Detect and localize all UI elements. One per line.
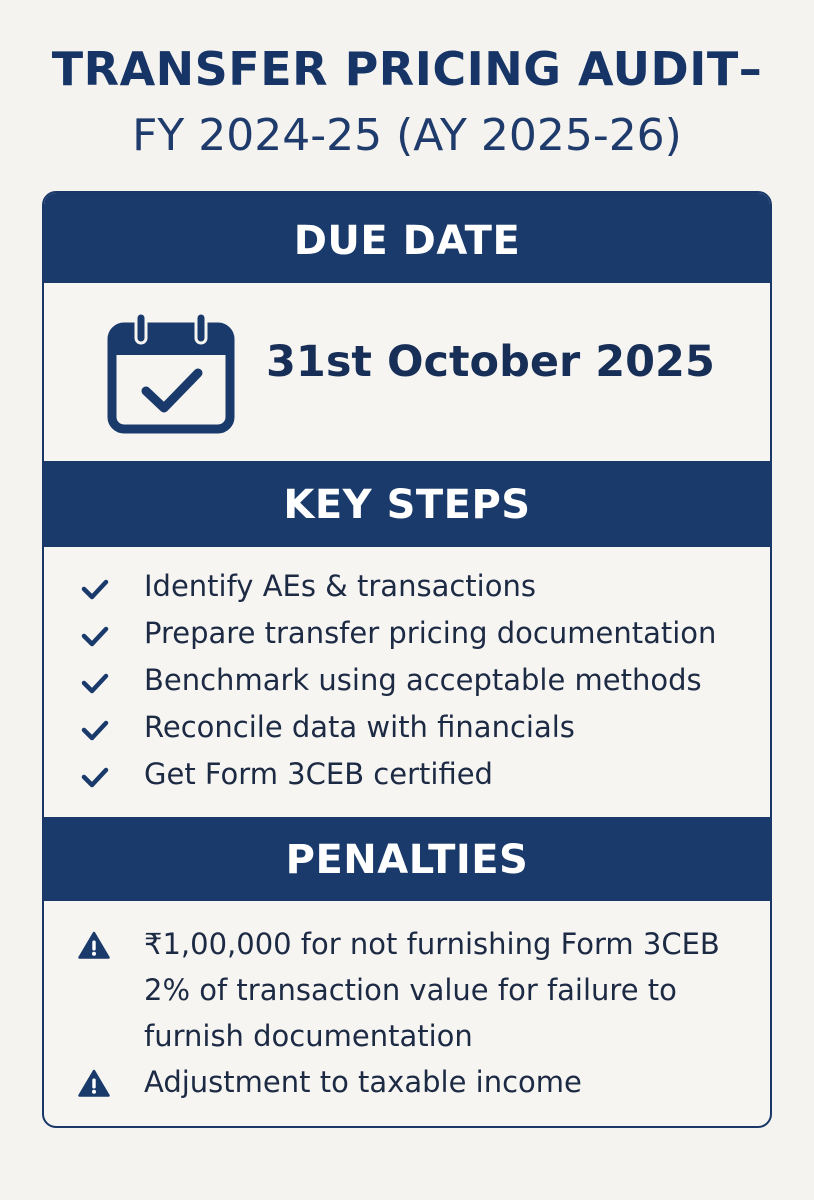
key-step-item [44,753,770,800]
checkmark-icon [80,624,110,648]
warning-icon [78,931,110,959]
penalty-text-line: ₹1,00,000 for not furnishing Form 3CEB [144,927,720,961]
key-step-text: Identify AEs & transactions [144,569,536,603]
key-step-text: Benchmark using acceptable methods [144,663,702,697]
penalty-item [44,921,770,1059]
key-step-item [44,659,770,706]
page-title: TRANSFER PRICING AUDIT– [51,42,763,96]
key-steps-list [44,565,770,800]
calendar-check-icon [106,311,236,436]
penalty-text-line: 2% of transaction value for failure to [144,973,677,1007]
key-steps-heading: KEY STEPS [44,461,770,547]
info-card [42,191,772,1128]
key-step-item [44,706,770,753]
key-step-item [44,565,770,612]
checkmark-icon [80,577,110,601]
checkmark-icon [80,671,110,695]
due-date-heading: DUE DATE [44,193,770,283]
key-step-text: Prepare transfer pricing documentation [144,616,717,650]
penalties-heading: PENALTIES [44,817,770,901]
key-step-text: Reconcile data with financials [144,710,575,744]
penalty-text-line: Adjustment to taxable income [144,1065,582,1099]
key-step-text: Get Form 3CEB certified [144,757,493,791]
key-step-item [44,612,770,659]
penalty-item [44,1059,770,1105]
warning-icon [78,1069,110,1097]
due-date-value: 31st October 2025 [266,337,715,387]
checkmark-icon [80,718,110,742]
penalties-list [44,921,770,1105]
checkmark-icon [80,765,110,789]
page-subtitle: FY 2024-25 (AY 2025-26) [132,110,682,161]
penalty-text-line: furnish documentation [144,1019,473,1053]
